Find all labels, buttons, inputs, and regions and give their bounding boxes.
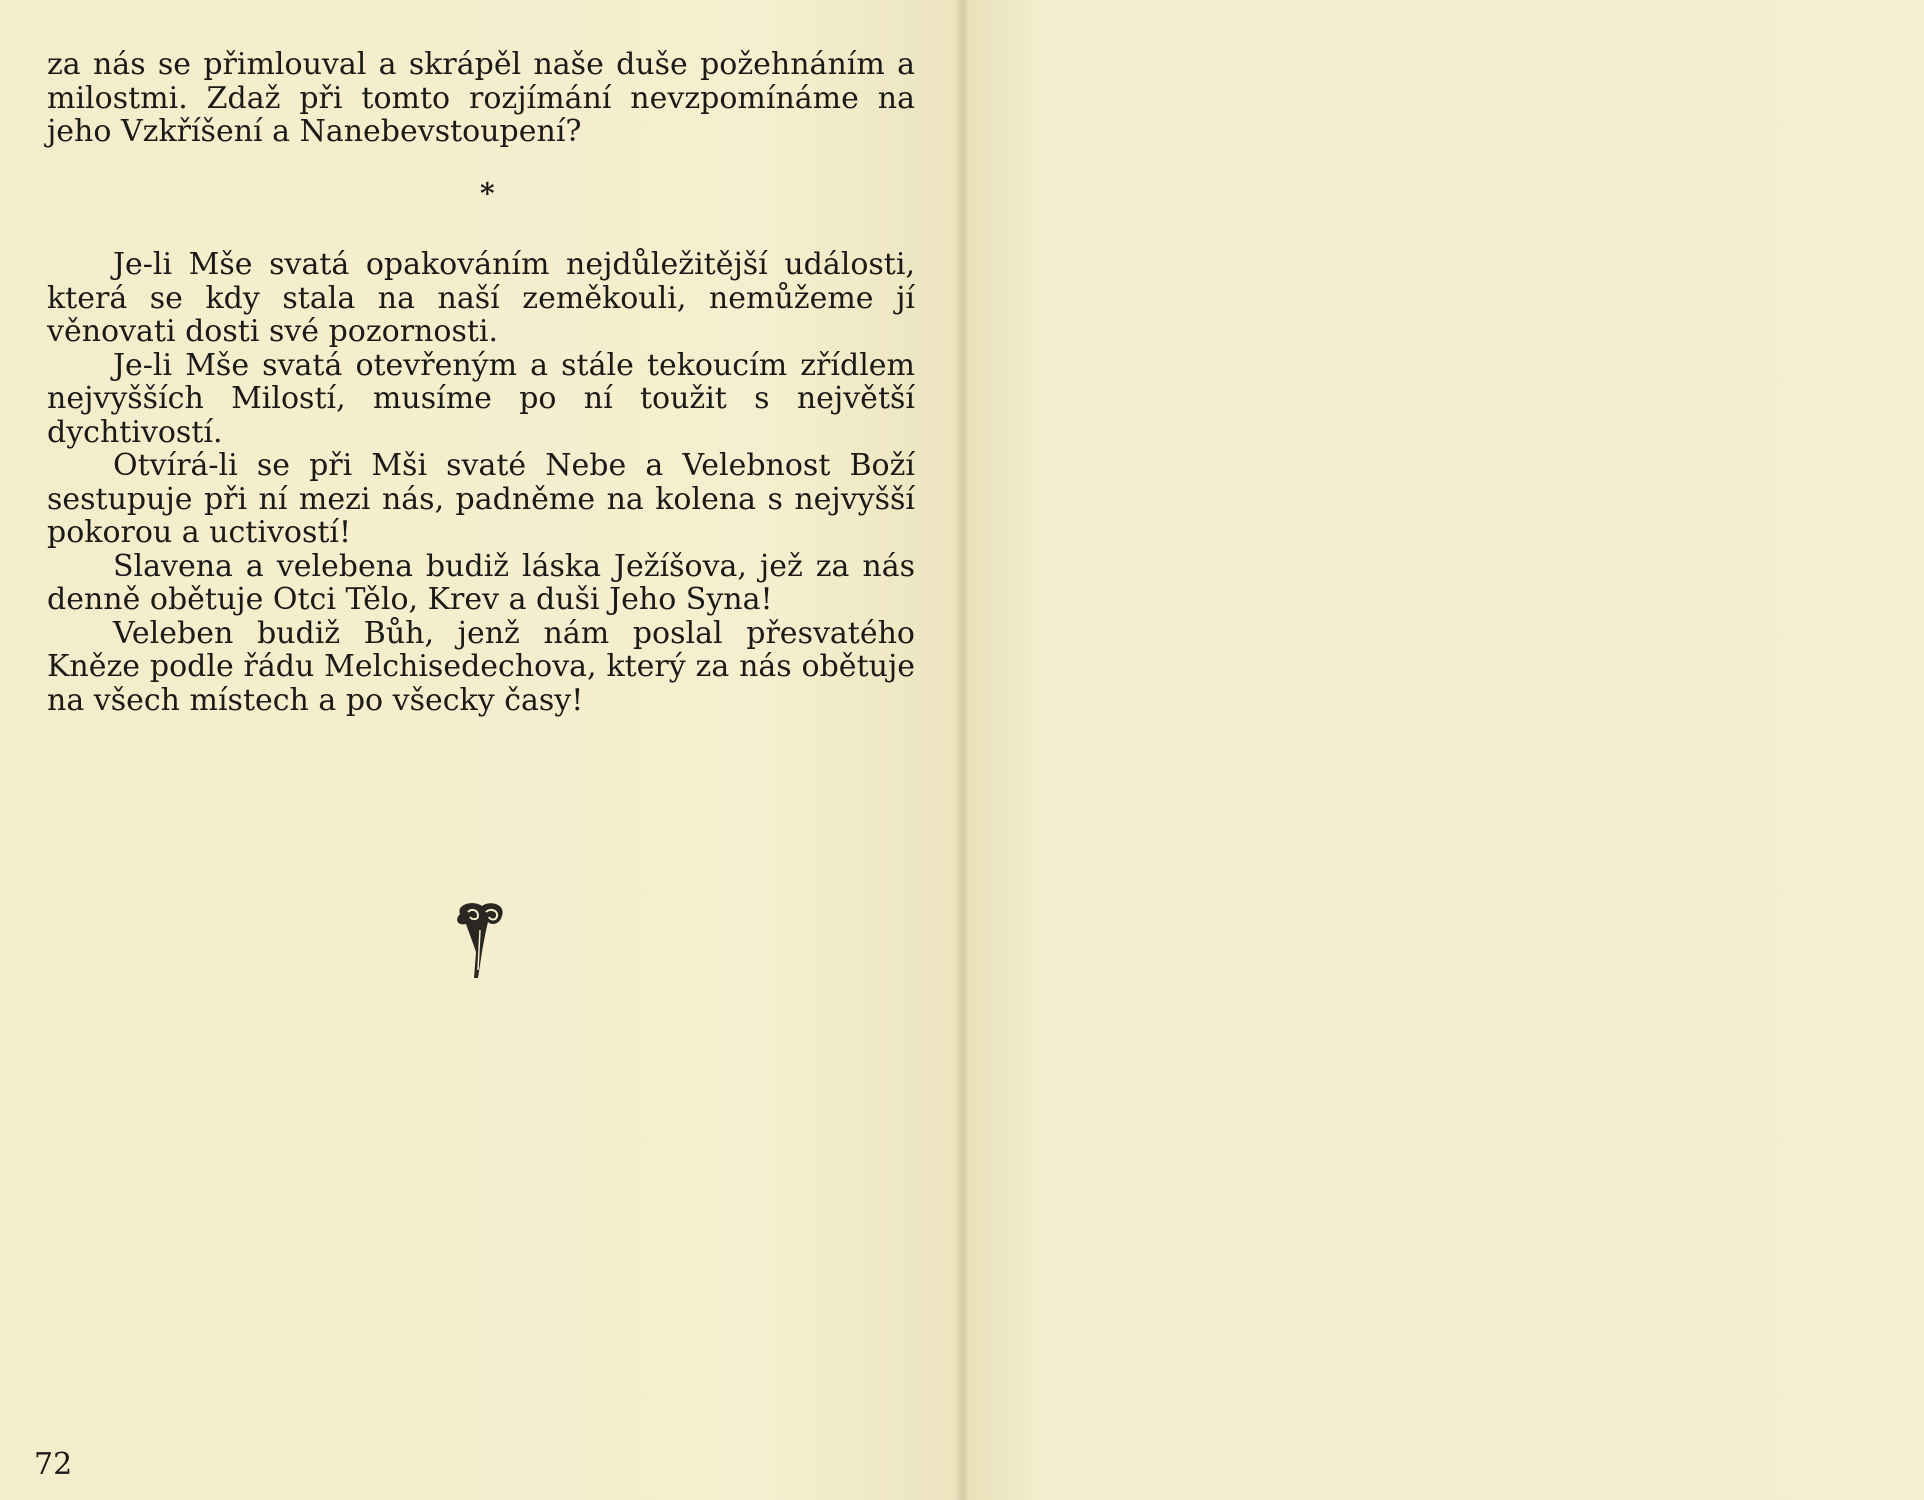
- left-separator: *: [480, 177, 495, 210]
- left-intro-paragraph: za nás se přimlouval a skrápěl naše duše požehnáním a milostmi. Zdaž při tomto rozjímání nevzpomínáme na jeho Vzkříšení a Nanebevstoupení?: [47, 47, 915, 149]
- floral-ornament-icon: [450, 900, 510, 982]
- right-page: [962, 0, 1924, 1500]
- left-paragraph-4: Slavena a velebena budiž láska Ježíšova, jež za nás denně obětuje Otci Tělo, Krev a duši Jeho Syna!: [47, 548, 915, 617]
- left-intro-text: [47, 48, 915, 149]
- left-page-number: 72: [34, 1447, 73, 1482]
- left-paragraph-5: Veleben budiž Bůh, jenž nám poslal přesvatého Kněze podle řádu Melchisedechova, který za nás obětuje na všech místech a po všecky časy!: [47, 615, 915, 718]
- book-gutter: [955, 0, 969, 1500]
- left-paragraph-2: Je-li Mše svatá otevřeným a stále tekoucím zřídlem nejvyšších Milostí, musíme po ní toužit s největší dychtivostí.: [47, 347, 915, 450]
- left-body-text: [47, 248, 915, 717]
- left-paragraph-3: Otvírá-li se při Mši svaté Nebe a Velebnost Boží sestupuje při ní mezi nás, padněme na kolena s nejvyšší pokorou a uctivostí!: [47, 448, 915, 550]
- left-paragraph-1: Je-li Mše svatá opakováním nejdůležitější události, která se kdy stala na naší zeměkouli, nemůžeme jí věnovati dosti své pozornosti.: [47, 247, 915, 349]
